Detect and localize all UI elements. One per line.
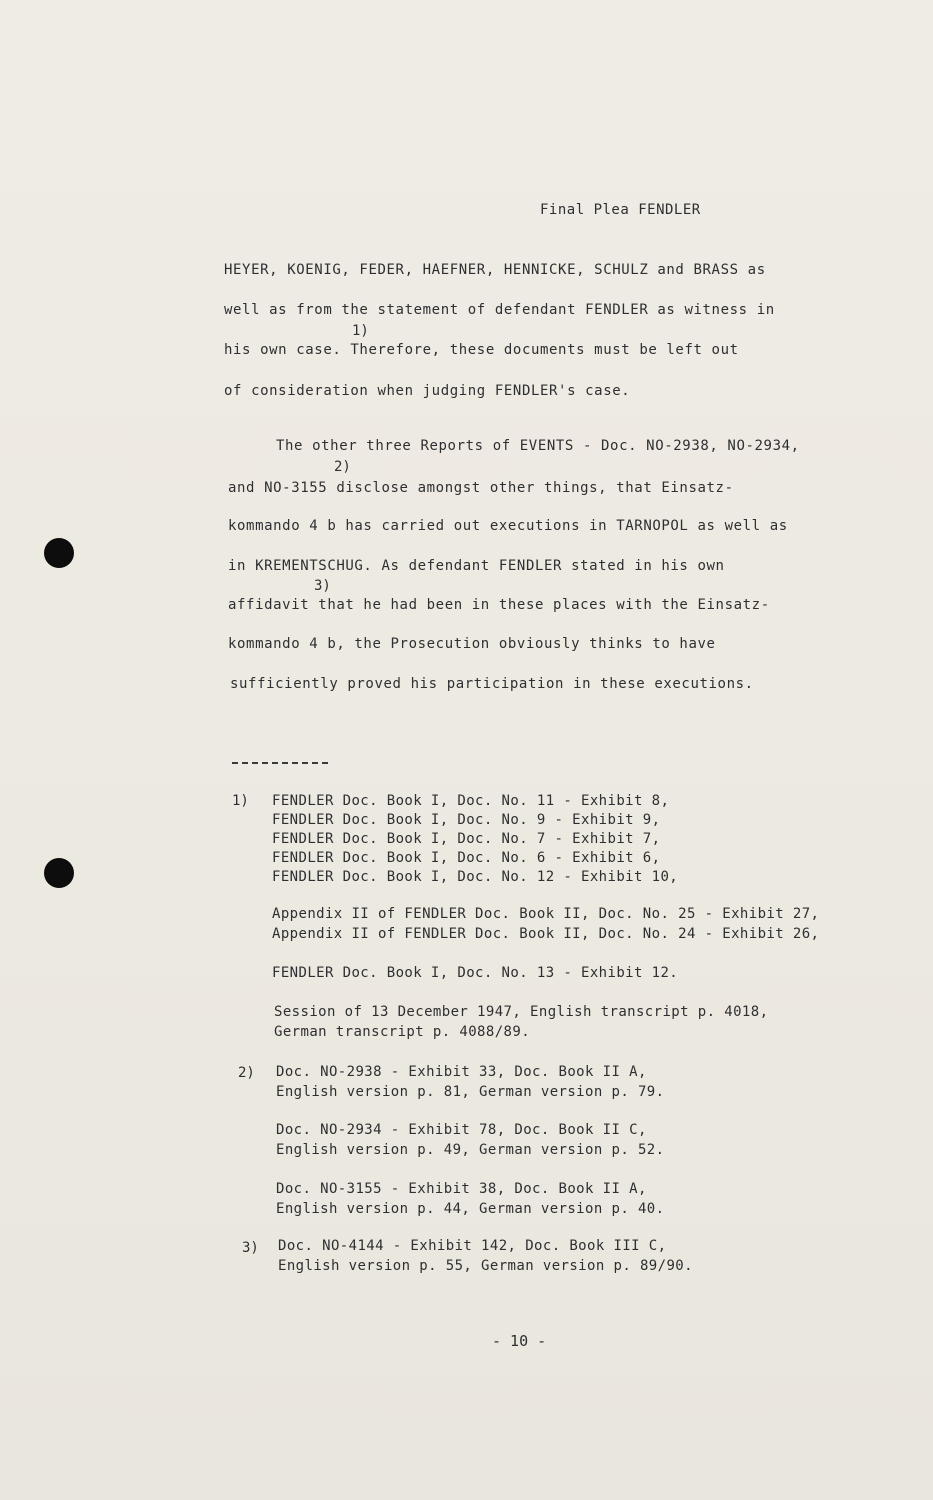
body-line: and NO-3155 disclose amongst other things, that Einsatz- bbox=[228, 480, 734, 496]
body-line: kommando 4 b has carried out executions in TARNOPOL as well as bbox=[228, 518, 788, 534]
footnote-line: English version p. 81, German version p. 79. bbox=[276, 1084, 665, 1100]
footnote-line: English version p. 55, German version p. 89/90. bbox=[278, 1258, 693, 1274]
footnote-line: Doc. NO-2934 - Exhibit 78, Doc. Book II C, bbox=[276, 1122, 647, 1138]
footnote-line: FENDLER Doc. Book I, Doc. No. 12 - Exhibit 10, bbox=[272, 869, 679, 885]
body-line: of consideration when judging FENDLER's case. bbox=[224, 383, 631, 399]
footnote-ref-1: 1) bbox=[352, 323, 369, 339]
footnote-line: English version p. 44, German version p. 40. bbox=[276, 1201, 665, 1217]
body-line: affidavit that he had been in these places with the Einsatz- bbox=[228, 597, 770, 613]
footnote-number: 3) bbox=[242, 1240, 259, 1256]
body-line: kommando 4 b, the Prosecution obviously thinks to have bbox=[228, 636, 716, 652]
footnote-ref-2: 2) bbox=[334, 459, 351, 475]
footnote-number: 1) bbox=[232, 793, 249, 809]
footnote-line: FENDLER Doc. Book I, Doc. No. 13 - Exhibit 12. bbox=[272, 965, 679, 981]
body-line: well as from the statement of defendant FENDLER as witness in bbox=[224, 302, 775, 318]
footnote-ref-3: 3) bbox=[314, 578, 331, 594]
footnote-line: FENDLER Doc. Book I, Doc. No. 7 - Exhibit 7, bbox=[272, 831, 661, 847]
footnote-line: FENDLER Doc. Book I, Doc. No. 9 - Exhibit 9, bbox=[272, 812, 661, 828]
page-header-title: Final Plea FENDLER bbox=[540, 202, 701, 218]
footnote-line: FENDLER Doc. Book I, Doc. No. 11 - Exhibit 8, bbox=[272, 793, 670, 809]
body-line: sufficiently proved his participation in these executions. bbox=[230, 676, 754, 692]
footnote-line: German transcript p. 4088/89. bbox=[274, 1024, 531, 1040]
footnote-line: Doc. NO-2938 - Exhibit 33, Doc. Book II A, bbox=[276, 1064, 647, 1080]
page-number: - 10 - bbox=[492, 1332, 547, 1350]
footnote-line: Appendix II of FENDLER Doc. Book II, Doc. No. 24 - Exhibit 26, bbox=[272, 926, 820, 942]
punch-hole bbox=[44, 538, 74, 568]
footnote-line: Session of 13 December 1947, English transcript p. 4018, bbox=[274, 1004, 769, 1020]
body-line: HEYER, KOENIG, FEDER, HAEFNER, HENNICKE, SCHULZ and BRASS as bbox=[224, 262, 766, 278]
footnote-line: English version p. 49, German version p. 52. bbox=[276, 1142, 665, 1158]
footnote-number: 2) bbox=[238, 1065, 255, 1081]
footnote-line: Doc. NO-3155 - Exhibit 38, Doc. Book II A, bbox=[276, 1181, 647, 1197]
punch-hole bbox=[44, 858, 74, 888]
body-line: his own case. Therefore, these documents must be left out bbox=[224, 342, 739, 358]
footnote-line: Appendix II of FENDLER Doc. Book II, Doc. No. 25 - Exhibit 27, bbox=[272, 906, 820, 922]
footnote-line: Doc. NO-4144 - Exhibit 142, Doc. Book III C, bbox=[278, 1238, 667, 1254]
body-line: in KREMENTSCHUG. As defendant FENDLER stated in his own bbox=[228, 558, 725, 574]
footnote-line: FENDLER Doc. Book I, Doc. No. 6 - Exhibit 6, bbox=[272, 850, 661, 866]
footnote-divider bbox=[232, 762, 328, 764]
body-line: The other three Reports of EVENTS - Doc. NO-2938, NO-2934, bbox=[276, 438, 800, 454]
